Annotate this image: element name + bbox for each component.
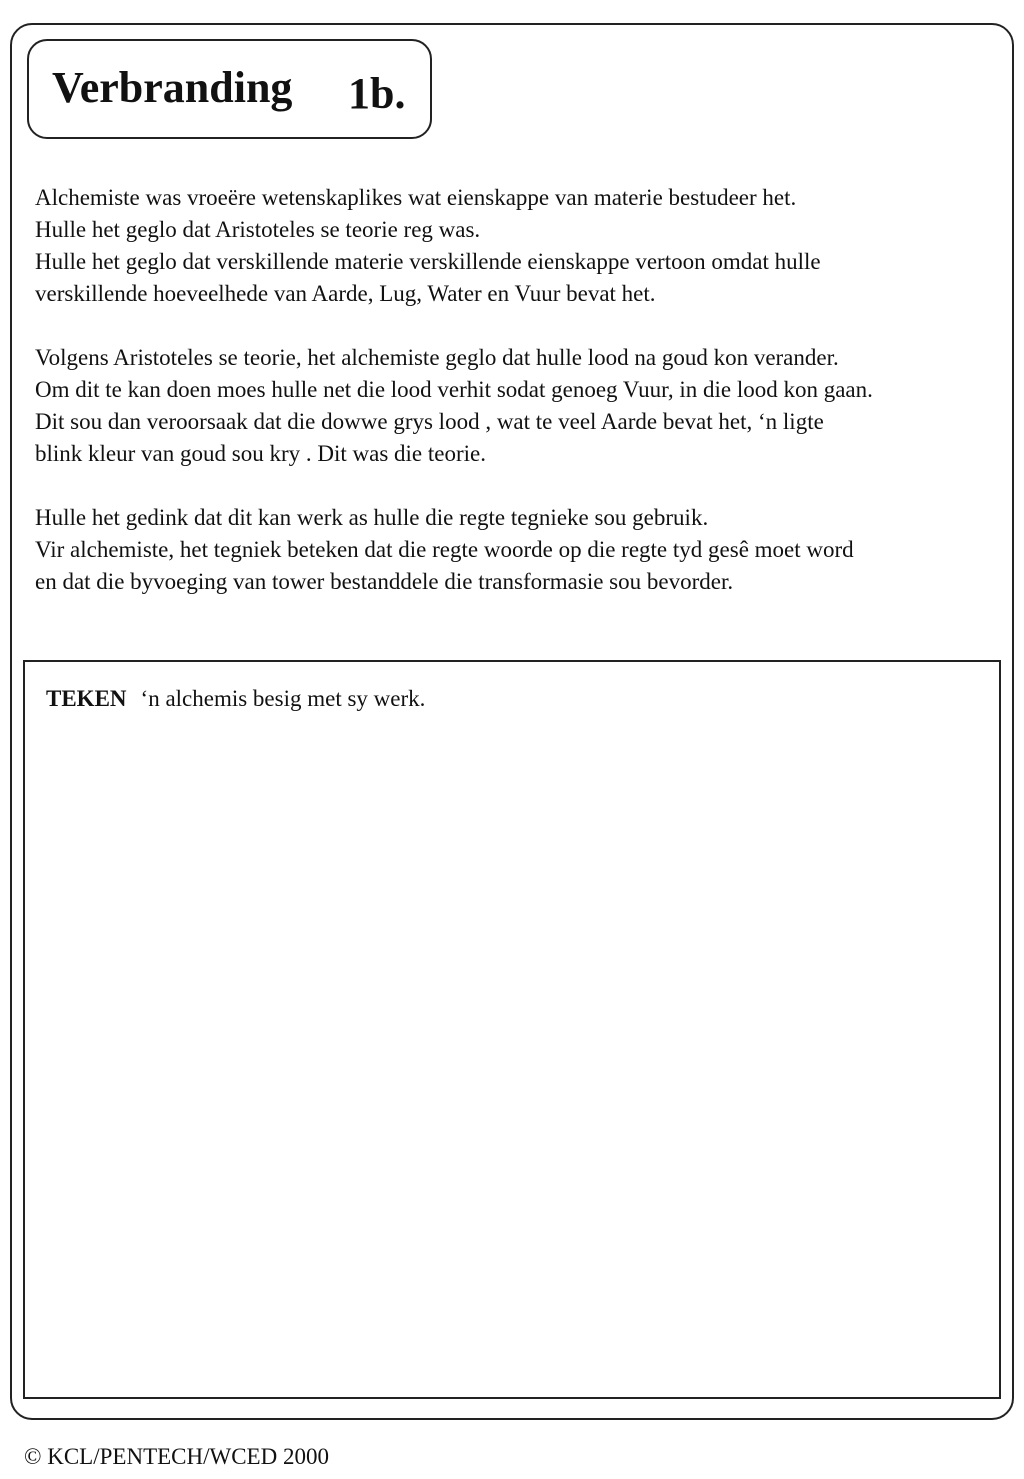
reading-passage	[35, 182, 1010, 598]
page-title: Verbranding	[52, 63, 293, 112]
drawing-prompt	[46, 683, 425, 715]
paragraph-1-line-3: Hulle het geglo dat verskillende materie verskillende eienskappe vertoon omdat hulle	[35, 249, 821, 274]
paragraph-1-line-2: Hulle het geglo dat Aristoteles se teorie reg was.	[35, 217, 481, 242]
paragraph-1-line-4: verskillende hoeveelhede van Aarde, Lug, Water en Vuur bevat het.	[35, 281, 656, 306]
drawing-area[interactable]	[23, 660, 1001, 1399]
paragraph-3-line-3: en dat die byvoeging van tower bestanddele die transformasie sou bevorder.	[35, 569, 734, 594]
paragraph-3-line-2: Vir alchemiste, het tegniek beteken dat die regte woorde op die regte tyd gesê moet word	[35, 537, 854, 562]
worksheet-number: 1b.	[348, 69, 406, 118]
paragraph-3-line-1: Hulle het gedink dat dit kan werk as hulle die regte tegnieke sou gebruik.	[35, 505, 709, 530]
copyright-footer: © KCL/PENTECH/WCED 2000	[24, 1444, 329, 1469]
paragraph-2-line-3: Dit sou dan veroorsaak dat die dowwe grys lood , wat te veel Aarde bevat het, ‘n ligte	[35, 409, 824, 434]
paragraph-2-line-4: blink kleur van goud sou kry . Dit was die teorie.	[35, 441, 486, 466]
drawing-keyword: TEKEN	[46, 686, 127, 711]
paragraph-spacer	[35, 310, 1010, 342]
paragraph-spacer	[35, 470, 1010, 502]
paragraph-2-line-1: Volgens Aristoteles se teorie, het alchemiste geglo dat hulle lood na goud kon verander.	[35, 345, 839, 370]
paragraph-2-line-2: Om dit te kan doen moes hulle net die lood verhit sodat genoeg Vuur, in die lood kon gaan.	[35, 377, 873, 402]
drawing-instruction: ‘n alchemis besig met sy werk.	[140, 686, 426, 711]
paragraph-1-line-1: Alchemiste was vroeëre wetenskaplikes wat eienskappe van materie bestudeer het.	[35, 185, 797, 210]
